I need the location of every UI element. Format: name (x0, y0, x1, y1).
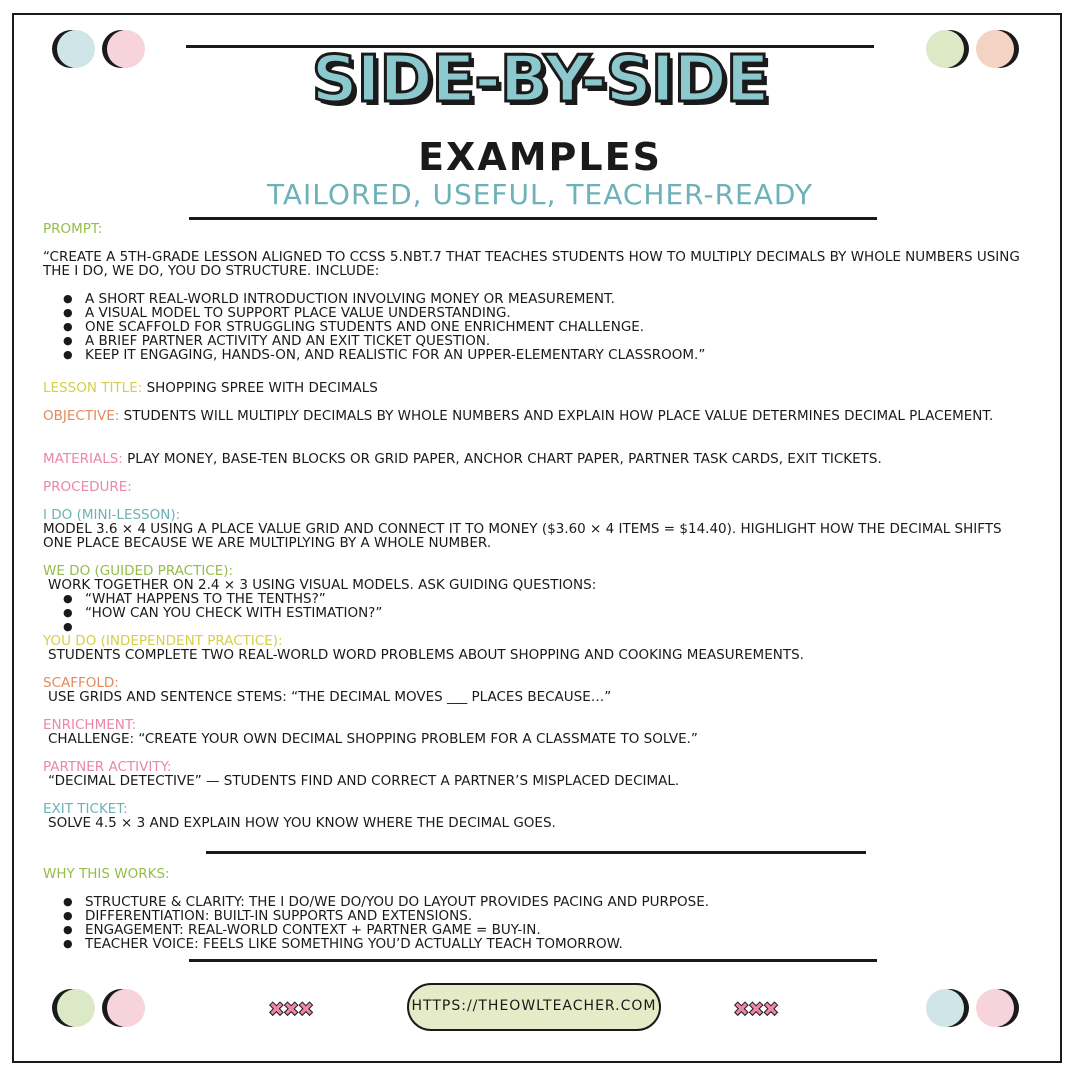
scaffold-section (43, 676, 1033, 704)
enrichment-label: ENRICHMENT: (43, 717, 137, 733)
objective-value: STUDENTS WILL MULTIPLY DECIMALS BY WHOLE NUMBERS AND EXPLAIN HOW PLACE VALUE DETERMINES DECIMAL PLACEMENT. (123, 408, 994, 424)
list-item: ● ENGAGEMENT: REAL-WORLD CONTEXT + PARTNER GAME = BUY-IN. (85, 923, 1075, 937)
i-do-label: I DO (MINI-LESSON): (43, 507, 181, 523)
why-label: WHY THIS WORKS: (43, 866, 170, 882)
list-item: ● STRUCTURE & CLARITY: THE I DO/WE DO/YOU DO LAYOUT PROVIDES PACING AND PURPOSE. (85, 895, 1075, 909)
you-do-label: YOU DO (INDEPENDENT PRACTICE): (43, 633, 283, 649)
list-item: ● A SHORT REAL-WORLD INTRODUCTION INVOLVING MONEY OR MEASUREMENT. (85, 292, 1075, 306)
corner-dot-green (57, 989, 95, 1027)
i-do-text: MODEL 3.6 × 4 USING A PLACE VALUE GRID AND CONNECT IT TO MONEY ($3.60 × 4 ITEMS = $14.40). HIGHLIGHT HOW THE DECIMAL SHIFTS ONE PLACE BECAUSE WE ARE MULTIPLYING BY A WHOLE NUMBER. (43, 521, 1002, 551)
list-item: ● KEEP IT ENGAGING, HANDS-ON, AND REALISTIC FOR AN UPPER-ELEMENTARY CLASSROOM.” (85, 348, 1075, 362)
lesson-title-value: SHOPPING SPREE WITH DECIMALS (146, 380, 378, 396)
lesson-title-label: LESSON TITLE: (43, 380, 143, 396)
list-item: ● A VISUAL MODEL TO SUPPORT PLACE VALUE UNDERSTANDING. (85, 306, 1075, 320)
list-item: ● ONE SCAFFOLD FOR STRUGGLING STUDENTS AND ONE ENRICHMENT CHALLENGE. (85, 320, 1075, 334)
why-bullets (43, 895, 1075, 951)
you-do-section (43, 634, 1033, 662)
bottom-rule (189, 959, 877, 962)
prompt-bullets (43, 292, 1075, 362)
header-rule (189, 217, 877, 220)
exit-text: SOLVE 4.5 × 3 AND EXPLAIN HOW YOU KNOW WHERE THE DECIMAL GOES. (48, 815, 556, 831)
why-section (43, 867, 1033, 881)
cross-stitch-decoration: ✖✖✖ (268, 997, 313, 1021)
exit-label: EXIT TICKET: (43, 801, 128, 817)
prompt-text: “CREATE A 5TH-GRADE LESSON ALIGNED TO CCSS 5.NBT.7 THAT TEACHES STUDENTS HOW TO MULTIPLY DECIMALS BY WHOLE NUMBERS USING THE I DO, WE DO, YOU DO STRUCTURE. INCLUDE: (43, 249, 1020, 279)
enrichment-text: CHALLENGE: “CREATE YOUR OWN DECIMAL SHOPPING PROBLEM FOR A CLASSMATE TO SOLVE.” (48, 731, 698, 747)
list-item: ● “WHAT HAPPENS TO THE TENTHS?” (85, 592, 1033, 606)
partner-section (43, 760, 1033, 788)
partner-label: PARTNER ACTIVITY: (43, 759, 172, 775)
scaffold-text: USE GRIDS AND SENTENCE STEMS: “THE DECIMAL MOVES ___ PLACES BECAUSE…” (48, 689, 612, 705)
corner-dot-pink (976, 989, 1014, 1027)
we-do-label: WE DO (GUIDED PRACTICE): (43, 563, 234, 579)
materials-value: PLAY MONEY, BASE-TEN BLOCKS OR GRID PAPER, ANCHOR CHART PAPER, PARTNER TASK CARDS, EXIT TICKETS. (127, 451, 882, 467)
corner-dot-pink (107, 989, 145, 1027)
we-do-text: WORK TOGETHER ON 2.4 × 3 USING VISUAL MODELS. ASK GUIDING QUESTIONS: (48, 577, 597, 593)
we-do-section (43, 564, 1033, 634)
materials-line (43, 452, 1033, 466)
list-item: ● TEACHER VOICE: FEELS LIKE SOMETHING YOU’D ACTUALLY TEACH TOMORROW. (85, 937, 1075, 951)
list-item: ● DIFFERENTIATION: BUILT-IN SUPPORTS AND EXTENSIONS. (85, 909, 1075, 923)
list-item: ● “HOW CAN YOU CHECK WITH ESTIMATION?” (85, 606, 1033, 620)
we-do-bullets (43, 592, 1033, 634)
objective-label: OBJECTIVE: (43, 408, 120, 424)
page-title: SIDE-BY-SIDE (311, 43, 769, 117)
lesson-title-line (43, 381, 1033, 395)
prompt-section (43, 222, 1033, 236)
scaffold-label: SCAFFOLD: (43, 675, 119, 691)
materials-label: MATERIALS: (43, 451, 123, 467)
prompt-label: PROMPT: (43, 221, 103, 237)
procedure-label: PROCEDURE: (43, 479, 132, 495)
objective-line (43, 409, 1033, 423)
list-item (85, 620, 1033, 634)
enrichment-section (43, 718, 1033, 746)
corner-dot-blue (926, 989, 964, 1027)
website-link[interactable]: HTTPS://THEOWLTEACHER.COM (407, 983, 661, 1031)
i-do-section (43, 508, 1033, 550)
list-item: ● A BRIEF PARTNER ACTIVITY AND AN EXIT TICKET QUESTION. (85, 334, 1075, 348)
page-tagline: TAILORED, USEFUL, TEACHER-READY (266, 178, 814, 211)
you-do-text: STUDENTS COMPLETE TWO REAL-WORLD WORD PROBLEMS ABOUT SHOPPING AND COOKING MEASUREMENTS. (48, 647, 804, 663)
exit-section (43, 802, 1033, 830)
page-subtitle: EXAMPLES (418, 135, 662, 179)
partner-text: “DECIMAL DETECTIVE” — STUDENTS FIND AND CORRECT A PARTNER’S MISPLACED DECIMAL. (48, 773, 680, 789)
cross-stitch-decoration: ✖✖✖ (733, 997, 778, 1021)
section-rule (206, 851, 866, 854)
